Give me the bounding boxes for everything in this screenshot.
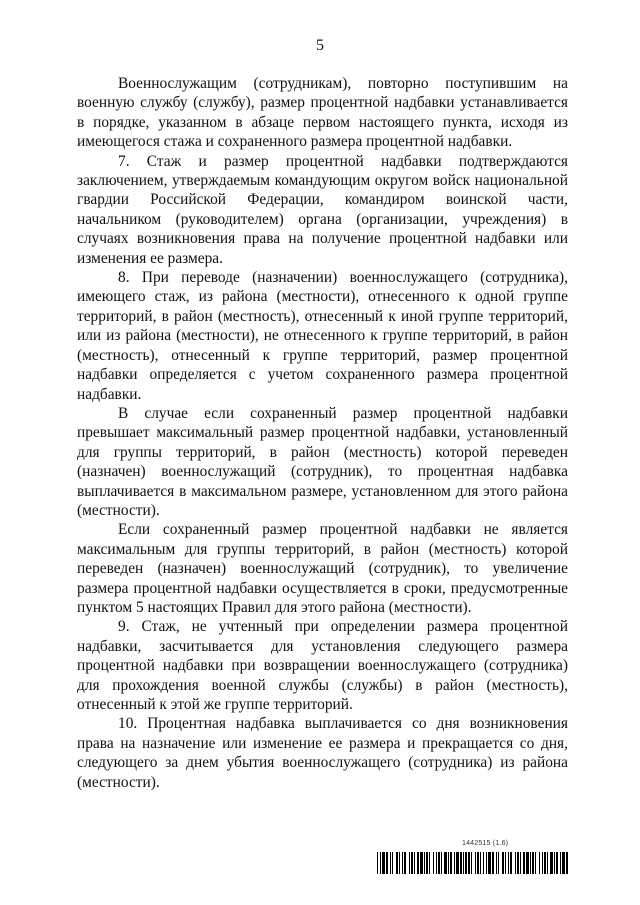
paragraph-item-8: 8. При переводе (назначении) военнослужащего (сотрудника), имеющего стаж, из района (местности), отнесенного к одной группе территорий, в район (местность), отнесенный к иной группе территорий, или из района (местности), не отнесенного к группе территорий, в район (местность), отнесенный к группе территорий, размер процентной надбавки определяется с учетом сохраненного размера процентной надбавки. — [77, 269, 568, 403]
page-number: 5 — [316, 37, 324, 54]
barcode — [377, 852, 569, 874]
paragraph-item-9: 9. Стаж, не учтенный при определении размера процентной надбавки, засчитывается для установления следующего размера процентной надбавки при возвращении военнослужащего (сотрудника) для прохождения военной службы (службы) в район (местность), отнесенный к этой же группе территорий. — [77, 618, 568, 713]
document-code: 1442515 (1.6) — [462, 840, 509, 847]
paragraph-item-8-exceeds: В случае если сохраненный размер процентной надбавки превышает максимальный размер процентной надбавки, установленный для группы территорий, в район (местность) которой переведен (назначен) военнослужащий (сотрудник), то процентная надбавка выплачивается в максимальном размере, установленном для этого района (местности). — [77, 404, 568, 519]
document-body — [77, 74, 568, 792]
paragraph-item-10: 10. Процентная надбавка выплачивается со дня возникновения права на назначение или изменение ее размера и прекращается со дня, следующего за днем убытия военнослужащего (сотрудника) из района (местности). — [77, 715, 568, 791]
paragraph-item-7: 7. Стаж и размер процентной надбавки подтверждаются заключением, утверждаемым командующим округом войск национальной гвардии Российской Федерации, командиром воинской части, начальником (руководителем) органа (организации, учреждения) в случаях возникновения права на получение процентной надбавки или изменения ее размера. — [77, 152, 568, 267]
paragraph-item-8-not-max: Если сохраненный размер процентной надбавки не является максимальным для группы территорий, в район (местность) которой переведен (назначен) военнослужащий (сотрудник), то увеличение размера процентной надбавки осуществляется в сроки, предусмотренные пунктом 5 настоящих Правил для этого района (местности). — [77, 521, 568, 616]
paragraph-repeat-service: Военнослужащим (сотрудникам), повторно поступившим на военную службу (службу), размер процентной надбавки устанавливается в порядке, указанном в абзаце первом настоящего пункта, исходя из имеющегося стажа и сохраненного размера процентной надбавки. — [77, 75, 568, 151]
